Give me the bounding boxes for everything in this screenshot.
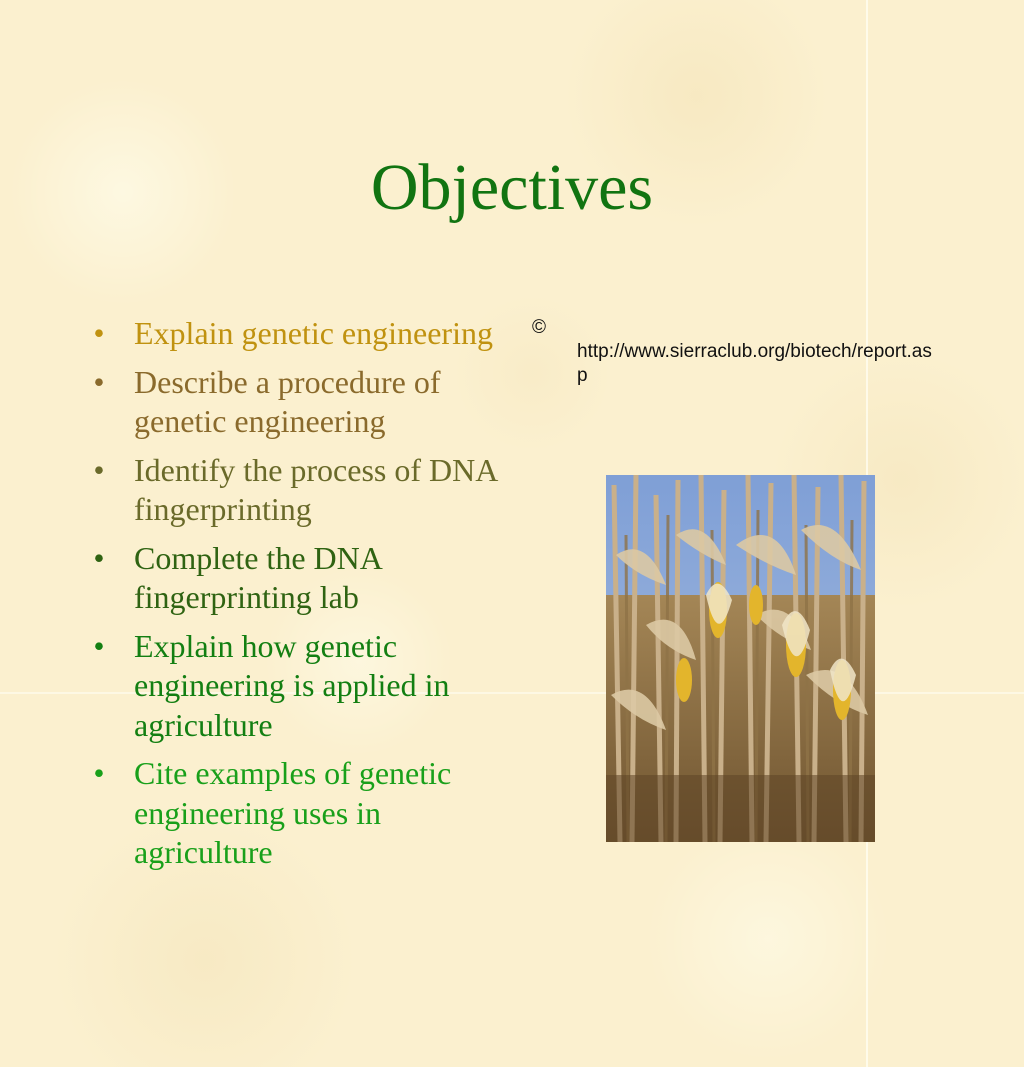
objective-text: Explain genetic engineering	[134, 315, 493, 351]
objectives-list	[84, 314, 504, 882]
bullet-dot-icon: •	[93, 315, 105, 351]
copyright-symbol: ©	[532, 317, 546, 338]
bullet-dot-icon: •	[93, 627, 105, 664]
objective-item	[84, 363, 504, 442]
bullet-dot-icon: •	[93, 363, 105, 400]
bullet-dot-icon: •	[93, 451, 105, 488]
objective-item	[84, 539, 504, 618]
objective-item	[84, 627, 504, 746]
objective-text: Complete the DNA fingerprinting lab	[134, 539, 382, 615]
corn-field-photo	[606, 475, 875, 842]
slide-title: Objectives	[370, 151, 654, 224]
objective-text: Identify the process of DNA fingerprinting	[134, 451, 497, 527]
objective-text: Explain how genetic engineering is applied in agriculture	[134, 627, 450, 743]
bullet-dot-icon: •	[93, 755, 105, 791]
objective-item	[84, 314, 504, 354]
objective-item	[84, 451, 504, 530]
objective-text: Describe a procedure of genetic engineering	[134, 363, 441, 439]
bullet-dot-icon: •	[93, 539, 105, 576]
source-url: http://www.sierraclub.org/biotech/report.asp	[577, 341, 932, 386]
objective-text: Cite examples of genetic engineering uses in agriculture	[134, 755, 452, 870]
objective-item	[84, 754, 504, 873]
